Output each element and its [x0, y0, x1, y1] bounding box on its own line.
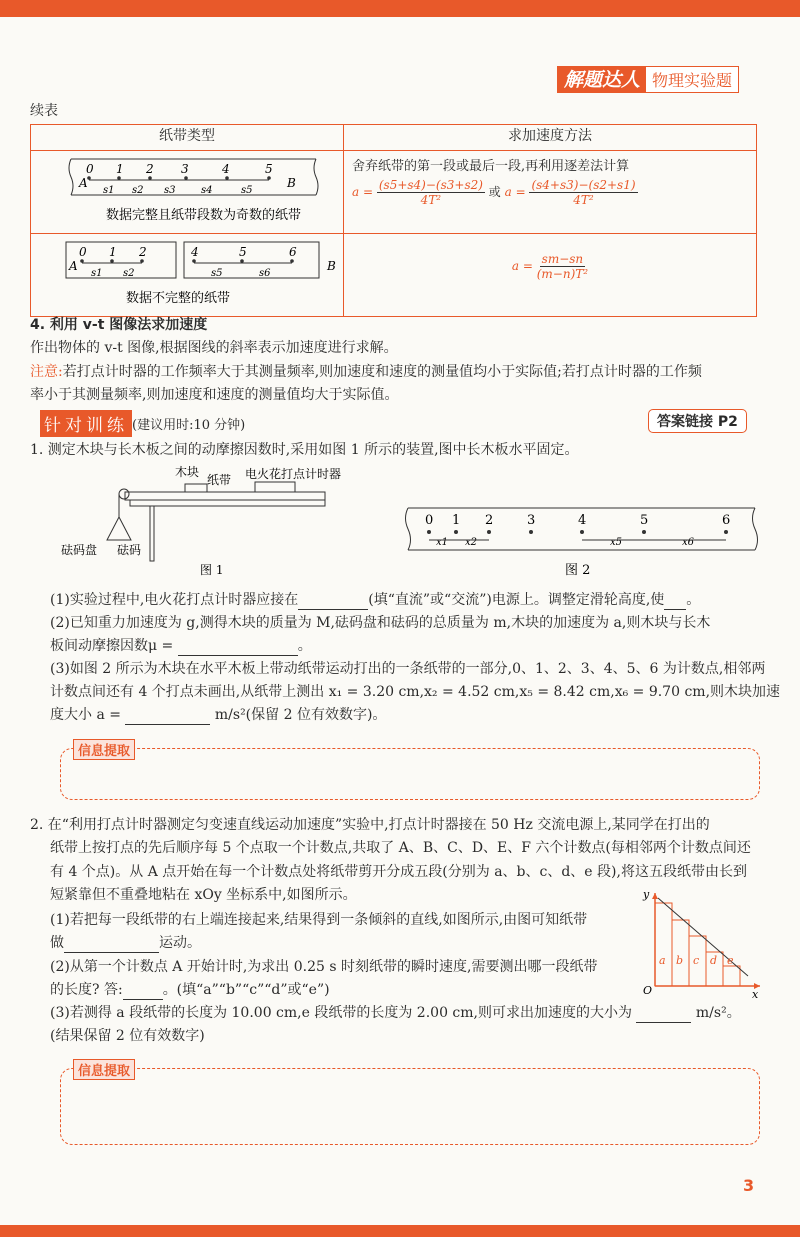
q2-part1-cont: 做 运动。 — [50, 935, 201, 951]
q1-stem: 1. 测定木块与长木板之间的动摩擦因数时,采用如图 1 所示的装置,图中长木板水平固定。 — [30, 442, 579, 458]
page-number: 3 — [743, 1176, 755, 1195]
svg-text:c: c — [693, 954, 700, 967]
svg-text:4: 4 — [578, 513, 587, 528]
svg-text:e: e — [727, 954, 734, 967]
q1-part3-end: 度大小 a = m/s²(保留 2 位有效数字)。 — [50, 707, 387, 723]
svg-text:0: 0 — [86, 162, 94, 176]
svg-text:1: 1 — [109, 245, 117, 259]
acceleration-method-table — [30, 124, 757, 317]
svg-text:6: 6 — [722, 513, 731, 528]
training-tag: 针对训练 — [40, 410, 132, 437]
formula-odd: a = $\frac{(s5+s4)-(s3+s2)}{\text{4T²}}$ 或 a = $\frac{(s4+s3)-(s2+s1)}{\text{4T²}}$ — [352, 178, 636, 207]
incomplete-tape-caption: 数据不完整的纸带 — [126, 291, 231, 306]
q2-part3-note: (结果保留 2 位有效数字) — [50, 1028, 205, 1044]
row2-method: a = $\frac{sm-sn}{\text{(m−n)T²}}$ — [344, 234, 757, 317]
q2-stem-4: 短紧靠但不重叠地粘在 xOy 坐标系中,如图所示。 — [50, 887, 357, 903]
svg-text:A: A — [79, 176, 88, 190]
suggested-time: (建议用时:10 分钟) — [132, 418, 246, 433]
q1-part2: (2)已知重力加速度为 g,测得木块的质量为 M,砝码盘和砝码的总质量为 m,木块的加速度为 a,则木块与长木 — [50, 615, 711, 631]
svg-text:0: 0 — [79, 245, 87, 259]
q2-stem-3: 有 4 个点)。从 A 点开始在每一个计数点处将纸带剪开分成五段(分别为 a、b、c、d、e 段),将这五段纸带由长到 — [50, 864, 747, 880]
figure-2-tape — [400, 502, 760, 582]
svg-text:5: 5 — [265, 162, 273, 176]
svg-text:5: 5 — [239, 245, 247, 259]
incomplete-tape-diagram — [31, 234, 343, 312]
svg-text:x: x — [752, 988, 759, 1001]
q2-part3: (3)若测得 a 段纸带的长度为 10.00 cm,e 段纸带的长度为 2.00 cm,则可求出加速度的大小为 m/s²。 — [50, 1005, 741, 1021]
svg-text:s5: s5 — [241, 185, 253, 196]
row1-tape — [31, 151, 344, 234]
svg-text:y: y — [643, 888, 650, 901]
top-band — [0, 0, 800, 17]
svg-text:O: O — [643, 984, 653, 997]
section-4-body: 作出物体的 v-t 图像,根据图线的斜率表示加速度进行求解。 — [30, 340, 398, 356]
svg-text:图 2: 图 2 — [565, 563, 591, 578]
row1-method — [344, 151, 757, 234]
q1-answer-blank-3[interactable] — [178, 641, 298, 656]
tape-strips-chart — [640, 888, 765, 1001]
svg-text:s1: s1 — [91, 268, 103, 279]
svg-text:5: 5 — [640, 513, 649, 528]
continued-label: 续表 — [30, 103, 58, 119]
section-4-title: 4. 利用 v-t 图像法求加速度 — [30, 317, 208, 333]
svg-text:2: 2 — [146, 162, 154, 176]
q2-answer-blank-1[interactable] — [64, 938, 159, 953]
bottom-band — [0, 1225, 800, 1237]
q2-stem-1: 2. 在“利用打点计时器测定匀变速直线运动加速度”实验中,打点计时器接在 50 Hz 交流电源上,某同学在打出的 — [30, 817, 710, 833]
svg-text:6: 6 — [289, 245, 297, 259]
svg-text:s6: s6 — [259, 268, 271, 279]
q2-part2-cont: 的长度? 答: 。(填“a”“b”“c”“d”或“e”) — [50, 982, 330, 998]
q1-answer-blank-1[interactable] — [298, 595, 368, 610]
svg-text:b: b — [676, 954, 684, 967]
svg-text:砝码: 砝码 — [117, 543, 142, 557]
svg-text:x5: x5 — [610, 537, 623, 548]
answer-link-button[interactable]: 答案链接 P2 — [648, 409, 747, 433]
svg-text:3: 3 — [181, 162, 189, 176]
q1-answer-blank-2[interactable] — [664, 595, 686, 610]
svg-text:电火花打点计时器: 电火花打点计时器 — [245, 467, 342, 481]
svg-text:B: B — [287, 176, 296, 190]
svg-text:s5: s5 — [211, 268, 223, 279]
svg-text:s3: s3 — [164, 185, 176, 196]
method-text: 舍弃纸带的第一段或最后一段,再利用逐差法计算 — [352, 159, 630, 174]
svg-text:s4: s4 — [201, 185, 213, 196]
svg-text:2: 2 — [139, 245, 147, 259]
q1-part3: (3)如图 2 所示为木块在水平木板上带动纸带运动打出的一条纸带的一部分,0、1、2、3、4、5、6 为计数点,相邻两 — [50, 661, 766, 677]
svg-text:1: 1 — [452, 513, 461, 528]
svg-text:2: 2 — [485, 513, 494, 528]
svg-text:B: B — [327, 259, 336, 273]
svg-text:砝码盘: 砝码盘 — [61, 543, 98, 557]
svg-text:s1: s1 — [103, 185, 115, 196]
svg-text:d: d — [710, 954, 718, 967]
svg-text:3: 3 — [527, 513, 536, 528]
info-extract-box-1[interactable] — [60, 744, 760, 800]
svg-text:图 1: 图 1 — [200, 563, 224, 577]
q2-stem-2: 纸带上按打点的先后顺序每 5 个点取一个计数点,共取了 A、B、C、D、E、F 六个计数点(每相邻两个计数点间还 — [50, 840, 751, 856]
q2-answer-blank-3[interactable] — [636, 1008, 691, 1023]
svg-text:木块: 木块 — [175, 465, 200, 479]
training-header — [40, 410, 245, 437]
svg-text:1: 1 — [116, 162, 124, 176]
svg-text:x1: x1 — [436, 537, 449, 548]
info-extract-box-2[interactable] — [60, 1064, 760, 1145]
svg-text:A: A — [69, 259, 78, 273]
info-extract-label: 信息提取 — [73, 1059, 135, 1080]
figure-1-apparatus — [55, 462, 375, 582]
svg-text:x6: x6 — [682, 537, 695, 548]
note-line-1: 注意:若打点计时器的工作频率大于其测量频率,则加速度和速度的测量值均小于实际值;若打点计时器的工作频 — [30, 364, 702, 380]
svg-text:x2: x2 — [465, 537, 478, 548]
svg-text:4: 4 — [191, 245, 199, 259]
svg-text:s2: s2 — [123, 268, 135, 279]
info-extract-label: 信息提取 — [73, 739, 135, 760]
svg-text:s2: s2 — [132, 185, 144, 196]
q2-part1: (1)若把每一段纸带的右上端连接起来,结果得到一条倾斜的直线,如图所示,由图可知纸带 — [50, 912, 588, 928]
svg-text:纸带: 纸带 — [207, 473, 232, 487]
q2-part2: (2)从第一个计数点 A 开始计时,为求出 0.25 s 时刻纸带的瞬时速度,需要测出哪一段纸带 — [50, 959, 598, 975]
q1-part1: (1)实验过程中,电火花打点计时器应接在 (填“直流”或“交流”)电源上。调整定滑轮高度,使 。 — [50, 592, 701, 608]
q2-answer-blank-2[interactable] — [123, 985, 163, 1000]
series-brand — [557, 66, 739, 93]
q1-part2-cont: 板间动摩擦因数μ = 。 — [50, 638, 312, 654]
q1-answer-blank-4[interactable] — [125, 710, 210, 725]
header-method: 求加速度方法 — [344, 125, 757, 151]
header-tape-type: 纸带类型 — [31, 125, 344, 151]
brand-logo: 解题达人 — [558, 67, 646, 92]
note-line-2: 率小于其测量频率,则加速度和速度的测量值均大于实际值。 — [30, 387, 399, 403]
svg-text:4: 4 — [222, 162, 230, 176]
svg-text:a: a — [659, 954, 666, 967]
brand-subtitle: 物理实验题 — [646, 67, 738, 92]
complete-tape-caption: 数据完整且纸带段数为奇数的纸带 — [106, 208, 302, 223]
svg-text:0: 0 — [425, 513, 434, 528]
complete-tape-diagram — [31, 151, 343, 229]
q1-part3-cont: 计数点间还有 4 个打点未画出,从纸带上测出 x₁ = 3.20 cm,x₂ = 4.52 cm,x₅ = 8.42 cm,x₆ = 9.70 cm,则木块加速 — [50, 684, 781, 700]
row2-tape — [31, 234, 344, 317]
